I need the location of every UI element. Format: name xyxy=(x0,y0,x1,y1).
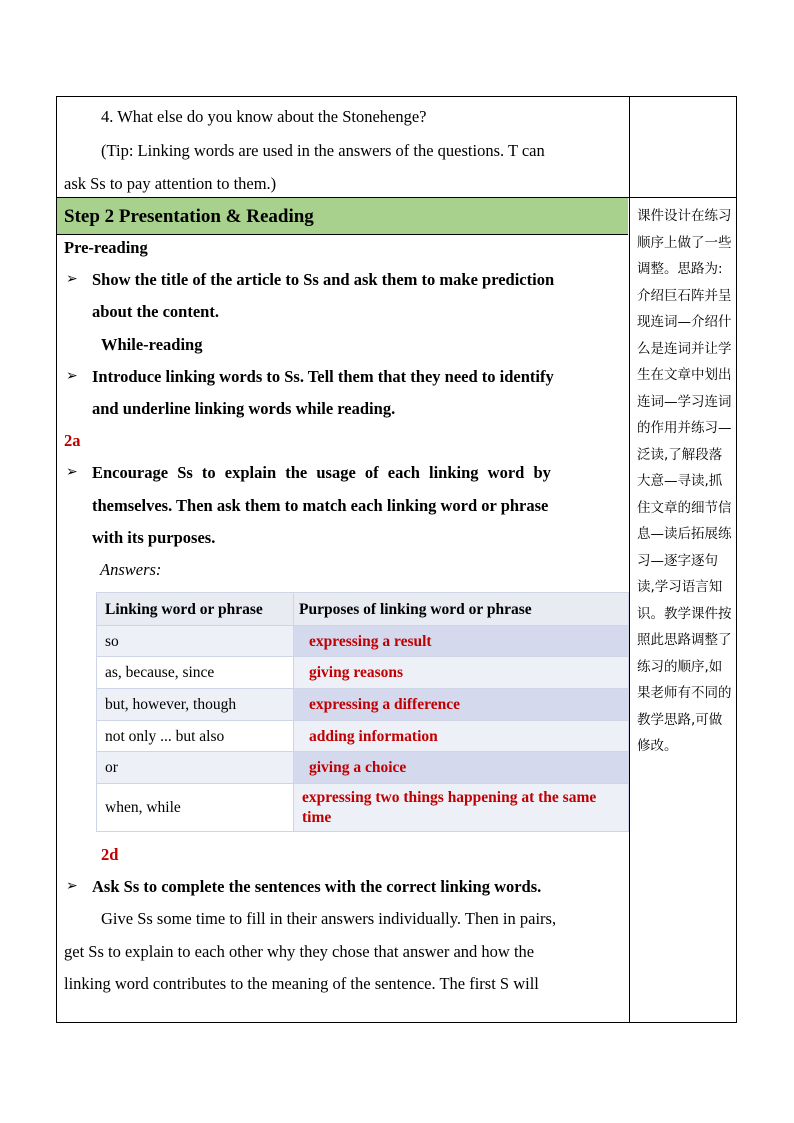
bullet-3-line-3: with its purposes. xyxy=(92,528,216,547)
bullet-2-line-1: Introduce linking words to Ss. Tell them that they need to identify xyxy=(92,367,554,386)
table-header-cell: Purposes of linking word or phrase xyxy=(294,593,629,626)
bullet-arrow-icon: ➢ xyxy=(66,369,78,384)
teacher-note: 课件设计在练习顺序上做了一些调整。思路为: 介绍巨石阵并呈现连词—介绍什么是连词并让学生在文章中划出连词—学习连词的作用并练习—泛读,了解段落大意—寻读,抓住文章的细节信息—读后拓展练习—逐字逐句读,学习语言知识。教学课件按照此思路调整了练习的顺序,如果老师有不同的教学思路,可做修改。 xyxy=(637,208,732,754)
paragraph-line-2: get Ss to explain to each other why they chose that answer and how the xyxy=(64,942,535,961)
tip-line-1: (Tip: Linking words are used in the answers of the questions. T can xyxy=(101,141,545,160)
table-row xyxy=(97,689,629,721)
table-row xyxy=(97,657,629,689)
purpose-cell: expressing a result xyxy=(294,626,629,657)
bullet-3-line-2: themselves. Then ask them to match each linking word or phrase xyxy=(92,496,549,515)
paragraph-line-1: Give Ss some time to fill in their answers individually. Then in pairs, xyxy=(101,909,557,928)
purpose-cell: expressing two things happening at the same time xyxy=(294,784,629,832)
linking-word-cell: when, while xyxy=(97,784,294,832)
bullet-2-line-2: and underline linking words while reading. xyxy=(92,399,396,418)
purpose-cell: expressing a difference xyxy=(294,689,629,721)
step-title: Step 2 Presentation & Reading xyxy=(64,206,314,227)
bullet-1-line-2: about the content. xyxy=(92,302,219,321)
bullet-1-line-1: Show the title of the article to Ss and ask them to make prediction xyxy=(92,270,555,289)
table-header-cell: Linking word or phrase xyxy=(97,593,294,626)
table-row xyxy=(97,721,629,752)
answers-table xyxy=(96,592,629,832)
column-divider xyxy=(629,96,630,1023)
bullet-arrow-icon: ➢ xyxy=(66,879,78,894)
bullet-4: Ask Ss to complete the sentences with the correct linking words. xyxy=(92,877,542,896)
while-reading-heading: While-reading xyxy=(101,335,203,354)
bullet-3-line-1: Encourage Ss to explain the usage of each linking word by xyxy=(92,463,551,482)
table-row xyxy=(97,784,629,832)
question-4: 4. What else do you know about the Stonehenge? xyxy=(101,107,427,126)
purpose-cell: giving reasons xyxy=(294,657,629,689)
paragraph-line-3: linking word contributes to the meaning of the sentence. The first S will xyxy=(64,974,539,993)
linking-word-cell: as, because, since xyxy=(97,657,294,689)
table-row xyxy=(97,752,629,784)
purpose-cell: adding information xyxy=(294,721,629,752)
linking-word-cell: or xyxy=(97,752,294,784)
section-label-2d: 2d xyxy=(101,845,119,864)
bullet-arrow-icon: ➢ xyxy=(66,465,78,480)
table-header-row xyxy=(97,593,629,626)
linking-word-cell: so xyxy=(97,626,294,657)
section-label-2a: 2a xyxy=(64,431,81,450)
table-row xyxy=(97,626,629,657)
bullet-arrow-icon: ➢ xyxy=(66,272,78,287)
purpose-cell: giving a choice xyxy=(294,752,629,784)
answers-label: Answers: xyxy=(100,560,162,579)
tip-line-2: ask Ss to pay attention to them.) xyxy=(64,174,277,193)
step-header xyxy=(57,198,628,235)
linking-word-cell: but, however, though xyxy=(97,689,294,721)
linking-word-cell: not only ... but also xyxy=(97,721,294,752)
pre-reading-heading: Pre-reading xyxy=(64,238,148,257)
